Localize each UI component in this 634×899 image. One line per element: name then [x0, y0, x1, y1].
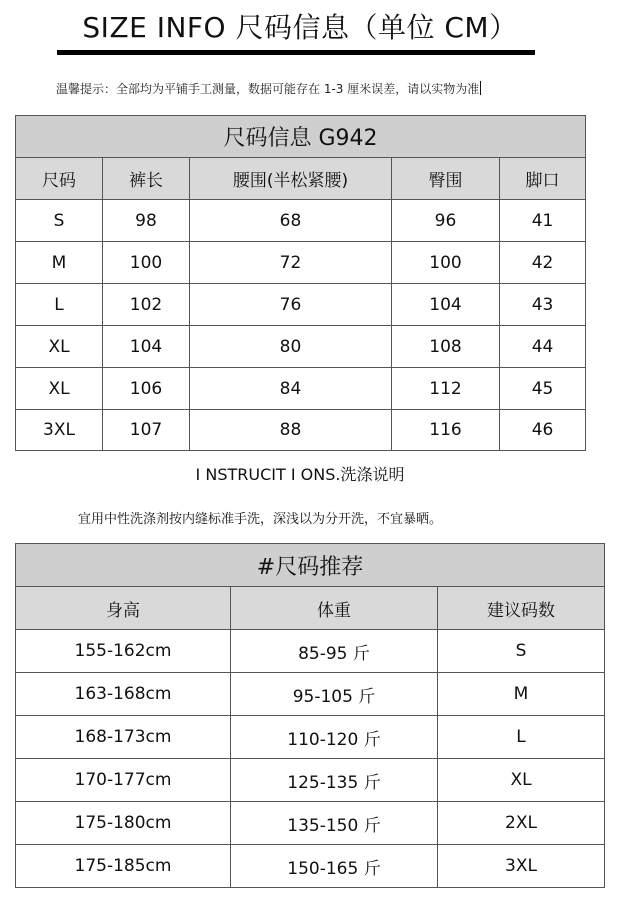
table-cell: 3XL: [438, 845, 605, 888]
table-row: [16, 242, 586, 284]
table-cell: 106: [103, 368, 190, 410]
column-header: 建议码数: [438, 587, 605, 630]
table-cell: XL: [16, 368, 103, 410]
table-cell: 72: [190, 242, 392, 284]
table-cell: 41: [500, 200, 586, 242]
table-cell: 150-165 斤: [231, 845, 438, 888]
table-cell: 42: [500, 242, 586, 284]
size-table-header-row: [16, 158, 586, 200]
table-cell: 175-185cm: [16, 845, 231, 888]
table-cell: 46: [500, 410, 586, 451]
table-cell: 108: [392, 326, 500, 368]
table-cell: 116: [392, 410, 500, 451]
table-cell: M: [16, 242, 103, 284]
size-table-caption: 尺码信息 G942: [16, 116, 586, 158]
page-title: SIZE INFO 尺码信息（单位 CM）: [82, 11, 518, 44]
table-cell: 88: [190, 410, 392, 451]
table-cell: 45: [500, 368, 586, 410]
table-row: [16, 284, 586, 326]
column-header: 脚口: [500, 158, 586, 200]
table-row: [16, 410, 586, 451]
table-cell: 68: [190, 200, 392, 242]
size-recommendation-table: [15, 543, 605, 888]
instructions-text: 宜用中性洗涤剂按内缝标准手洗，深浅以为分开洗，不宜暴晒。: [78, 512, 443, 527]
table-cell: L: [16, 284, 103, 326]
table-cell: L: [438, 716, 605, 759]
table-cell: 84: [190, 368, 392, 410]
table-cell: 44: [500, 326, 586, 368]
table-row: [16, 368, 586, 410]
column-header: 腰围(半松紧腰): [190, 158, 392, 200]
recommend-table-header-row: [16, 587, 605, 630]
table-cell: 175-180cm: [16, 802, 231, 845]
text-caret: [480, 81, 481, 95]
table-cell: 170-177cm: [16, 759, 231, 802]
table-row: [16, 630, 605, 673]
table-cell: 43: [500, 284, 586, 326]
table-cell: S: [16, 200, 103, 242]
table-cell: 100: [392, 242, 500, 284]
size-info-table: [15, 115, 586, 451]
table-cell: 3XL: [16, 410, 103, 451]
table-row: [16, 200, 586, 242]
instructions-title: I NSTRUCIT I ONS.洗涤说明: [195, 465, 405, 484]
table-cell: 168-173cm: [16, 716, 231, 759]
table-cell: 110-120 斤: [231, 716, 438, 759]
table-cell: 155-162cm: [16, 630, 231, 673]
size-table-caption-row: [16, 116, 586, 158]
table-cell: XL: [438, 759, 605, 802]
table-cell: 98: [103, 200, 190, 242]
title-underline: [57, 50, 535, 55]
table-cell: 104: [103, 326, 190, 368]
table-cell: 2XL: [438, 802, 605, 845]
recommend-table-caption-row: [16, 544, 605, 587]
table-row: [16, 716, 605, 759]
recommend-table-caption: #尺码推荐: [16, 544, 605, 587]
table-row: [16, 326, 586, 368]
table-cell: 135-150 斤: [231, 802, 438, 845]
column-header: 臀围: [392, 158, 500, 200]
table-cell: 163-168cm: [16, 673, 231, 716]
measurement-tip: [56, 80, 481, 97]
table-cell: 76: [190, 284, 392, 326]
table-cell: XL: [16, 326, 103, 368]
table-cell: 125-135 斤: [231, 759, 438, 802]
table-cell: 80: [190, 326, 392, 368]
measurement-tip-text: 温馨提示：全部均为平铺手工测量，数据可能存在 1-3 厘米误差，请以实物为准: [56, 82, 480, 96]
table-cell: 104: [392, 284, 500, 326]
column-header: 尺码: [16, 158, 103, 200]
column-header: 身高: [16, 587, 231, 630]
table-cell: 100: [103, 242, 190, 284]
table-row: [16, 845, 605, 888]
table-row: [16, 759, 605, 802]
table-cell: 107: [103, 410, 190, 451]
table-row: [16, 673, 605, 716]
table-cell: 96: [392, 200, 500, 242]
table-cell: 102: [103, 284, 190, 326]
column-header: 裤长: [103, 158, 190, 200]
table-cell: S: [438, 630, 605, 673]
table-cell: M: [438, 673, 605, 716]
table-cell: 95-105 斤: [231, 673, 438, 716]
table-cell: 112: [392, 368, 500, 410]
table-cell: 85-95 斤: [231, 630, 438, 673]
column-header: 体重: [231, 587, 438, 630]
table-row: [16, 802, 605, 845]
